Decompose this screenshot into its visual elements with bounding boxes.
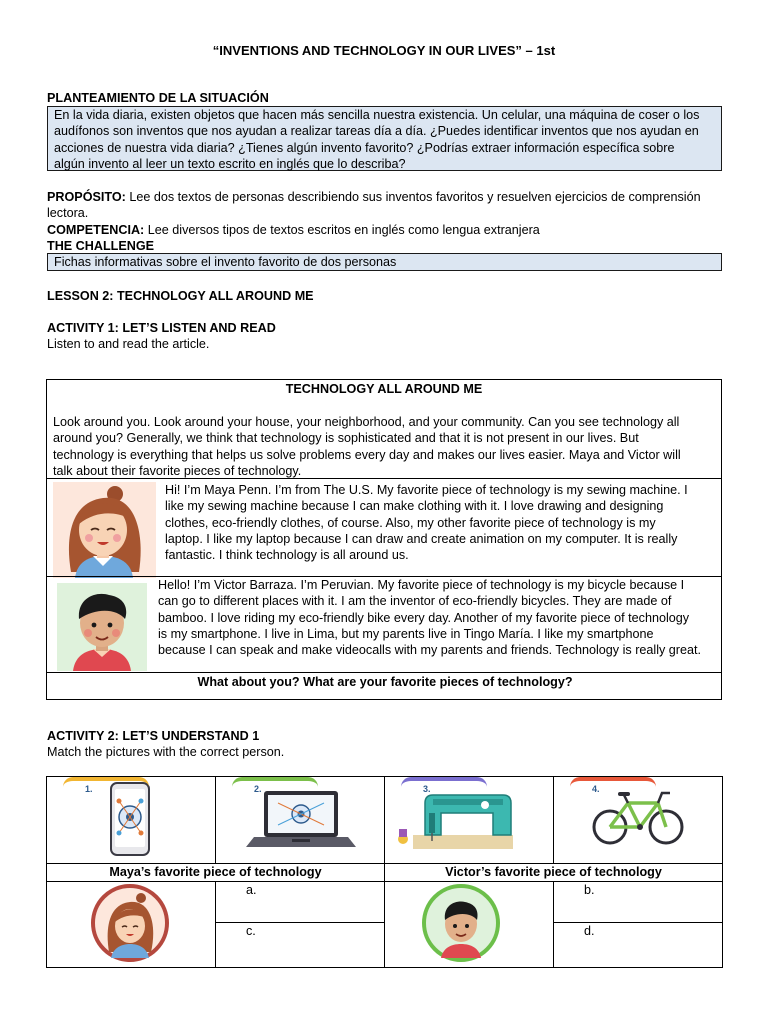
purpose-text: Lee dos textos de personas describiendo sus inventos favoritos y resuelven ejercicios de comprensión: [125, 190, 701, 204]
letter-a: a.: [246, 883, 257, 898]
activity1-instruction: Listen to and read the article.: [47, 337, 210, 351]
laptop-icon: [216, 777, 384, 859]
article-box: [46, 379, 722, 700]
victor-avatar: [57, 583, 147, 671]
article-intro: [53, 414, 723, 479]
intro-line: Look around you. Look around your house, your neighborhood, and your community. Can you see technology all: [53, 415, 680, 429]
maya-avatar-circle: [47, 882, 215, 962]
victor-label-cell: [385, 864, 723, 882]
picture-cell-4: [554, 777, 723, 864]
victor-line: is my smartphone. I live in Lima, but my parents live in Tingo María. I like my smartphone: [158, 626, 654, 641]
picture-number: 3.: [423, 784, 431, 794]
purpose-label: PROPÓSITO:: [47, 190, 126, 204]
maya-line: like my sewing machine because I can make clothing with it. I love drawing and designing: [165, 499, 664, 514]
sewing-machine-icon: [385, 777, 553, 859]
maya-avatar: [53, 482, 156, 578]
victor-line: because I can speak and make videocalls with my parents and friends. Technology is really great.: [158, 643, 701, 658]
challenge-text: Fichas informativas sobre el invento favorito de dos personas: [54, 255, 397, 269]
answer-cell-c[interactable]: [216, 923, 385, 967]
activity2-instruction: Match the pictures with the correct person.: [47, 745, 285, 759]
picture-cell-2: [216, 777, 385, 864]
letter-d: d.: [584, 924, 595, 939]
victor-image-cell: [385, 882, 554, 967]
maya-image-cell: [47, 882, 216, 967]
maya-face-icon: [53, 482, 156, 578]
situation-line: acciones de nuestra vida diaria? ¿Tienes algún invento favorito? ¿Podrías extraer información específica sobre: [54, 140, 675, 155]
article-title: TECHNOLOGY ALL AROUND ME: [285, 382, 483, 396]
victor-avatar-circle: [385, 882, 553, 962]
situation-line: En la vida diaria, existen objetos que hacen más sencilla nuestra existencia. Un celular, una máquina de coser o los: [54, 108, 700, 122]
intro-line: technology is everything that helps us solve problems every day and makes our lives easier. Maya and Victor will: [53, 447, 681, 462]
competence-text: Lee diversos tipos de textos escritos en inglés como lengua extranjera: [144, 222, 540, 237]
maya-label: Maya’s favorite piece of technology: [109, 865, 322, 880]
intro-line: talk about their favorite pieces of technology.: [53, 463, 302, 478]
smartphone-icon: [47, 777, 215, 859]
challenge-box: [47, 253, 722, 271]
victor-label: Victor’s favorite piece of technology: [445, 865, 662, 880]
victor-line: bamboo. I love riding my eco-friendly bike every day. Another of my favorite piece of technology: [158, 610, 690, 625]
activity1-heading: ACTIVITY 1: LET’S LISTEN AND READ: [47, 321, 276, 335]
answer-cell-b[interactable]: [554, 882, 723, 923]
purpose-paragraph: [47, 189, 727, 254]
picture-number: 2.: [254, 784, 262, 794]
answer-cell-a[interactable]: [216, 882, 385, 923]
victor-line: can go to different places with it. I am the inventor of eco-friendly bicycles. They are made of: [158, 594, 672, 609]
maya-line: laptop. I like my laptop because I can draw and create animation on my computer. It is really: [165, 531, 678, 546]
lesson-heading: LESSON 2: TECHNOLOGY ALL AROUND ME: [47, 289, 314, 303]
activity2-heading: ACTIVITY 2: LET’S UNDERSTAND 1: [47, 729, 260, 743]
bicycle-icon: [554, 777, 722, 859]
picture-number: 1.: [85, 784, 93, 794]
letter-c: c.: [246, 924, 256, 939]
victor-text: [158, 577, 724, 658]
purpose-text-cont: lectora.: [47, 206, 89, 221]
challenge-heading: THE CHALLENGE: [47, 238, 155, 253]
maya-line: clothes, eco-friendly clothes, of course. Also, my other favorite piece of technology is my: [165, 515, 656, 530]
situation-line: audífonos son inventos que nos ayudan a realizar tareas día a día. ¿Puedes identificar inventos que nos ayudan en: [54, 124, 699, 139]
situation-line: algún invento al leer un texto escrito en inglés que lo describa?: [54, 156, 406, 171]
matching-table: [46, 776, 723, 968]
letter-b: b.: [584, 883, 595, 898]
picture-number: 4.: [592, 784, 600, 794]
victor-line: Hello! I’m Victor Barraza. I’m Peruvian. My favorite piece of technology is my bicycle because I: [158, 578, 685, 592]
situation-box: [47, 106, 722, 171]
answer-cell-d[interactable]: [554, 923, 723, 967]
maya-text: [165, 482, 725, 563]
maya-line: fantastic. I think technology is all around us.: [165, 548, 409, 563]
situation-heading: PLANTEAMIENTO DE LA SITUACIÓN: [47, 91, 269, 105]
maya-line: Hi! I’m Maya Penn. I’m from The U.S. My favorite piece of technology is my sewing machine. I: [165, 483, 688, 497]
picture-cell-3: [385, 777, 554, 864]
article-question: What about you? What are your favorite pieces of technology?: [197, 675, 573, 689]
competence-label: COMPETENCIA:: [47, 222, 145, 237]
picture-cell-1: [47, 777, 216, 864]
maya-label-cell: [47, 864, 385, 882]
victor-face-icon: [57, 583, 147, 671]
intro-line: around you? Generally, we think that technology is sophisticated and that it is not present in our lives. But: [53, 431, 639, 446]
page-title: “INVENTIONS AND TECHNOLOGY IN OUR LIVES” – 1st: [212, 43, 556, 58]
